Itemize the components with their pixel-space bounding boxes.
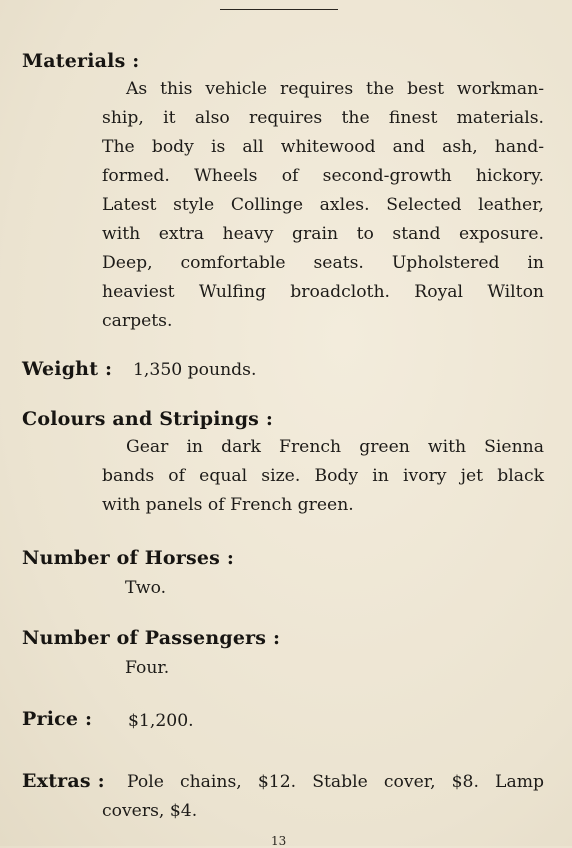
materials-line-4: formed. Wheels of second-growth hickory. <box>102 166 544 186</box>
extras-label: Extras : <box>22 770 105 792</box>
weight-value: 1,350 pounds. <box>133 360 257 380</box>
materials-label: Materials : <box>22 50 140 72</box>
materials-line-3: The body is all whitewood and ash, hand- <box>102 137 544 157</box>
top-rule <box>220 9 338 10</box>
page-number: 13 <box>271 834 287 848</box>
passengers-value: Four. <box>125 658 170 678</box>
horses-value: Two. <box>125 578 167 598</box>
materials-line-8: heaviest Wulfing broadcloth. Royal Wilton <box>102 282 544 302</box>
passengers-label: Number of Passengers : <box>22 627 281 649</box>
price-value: $1,200. <box>128 711 194 731</box>
weight-label: Weight : <box>22 358 113 380</box>
price-label: Price : <box>22 708 93 730</box>
colours-line-2: bands of equal size. Body in ivory jet black <box>102 466 544 486</box>
horses-label: Number of Horses : <box>22 547 235 569</box>
materials-line-2: ship, it also requires the finest materials. <box>102 108 544 128</box>
extras-line-1: Pole chains, $12. Stable cover, $8. Lamp <box>127 772 544 792</box>
materials-line-7: Deep, comfortable seats. Upholstered in <box>102 253 544 273</box>
materials-line-5: Latest style Collinge axles. Selected leather, <box>102 195 544 215</box>
colours-label: Colours and Stripings : <box>22 408 274 430</box>
extras-line-2: covers, $4. <box>102 801 198 821</box>
colours-paragraph <box>102 433 544 520</box>
materials-line-9: carpets. <box>102 311 173 331</box>
colours-line-1: Gear in dark French green with Sienna <box>126 437 544 457</box>
materials-paragraph <box>102 75 544 336</box>
materials-line-1: As this vehicle requires the best workman- <box>126 79 544 99</box>
materials-line-6: with extra heavy grain to stand exposure. <box>102 224 544 244</box>
colours-line-3: with panels of French green. <box>102 495 354 515</box>
